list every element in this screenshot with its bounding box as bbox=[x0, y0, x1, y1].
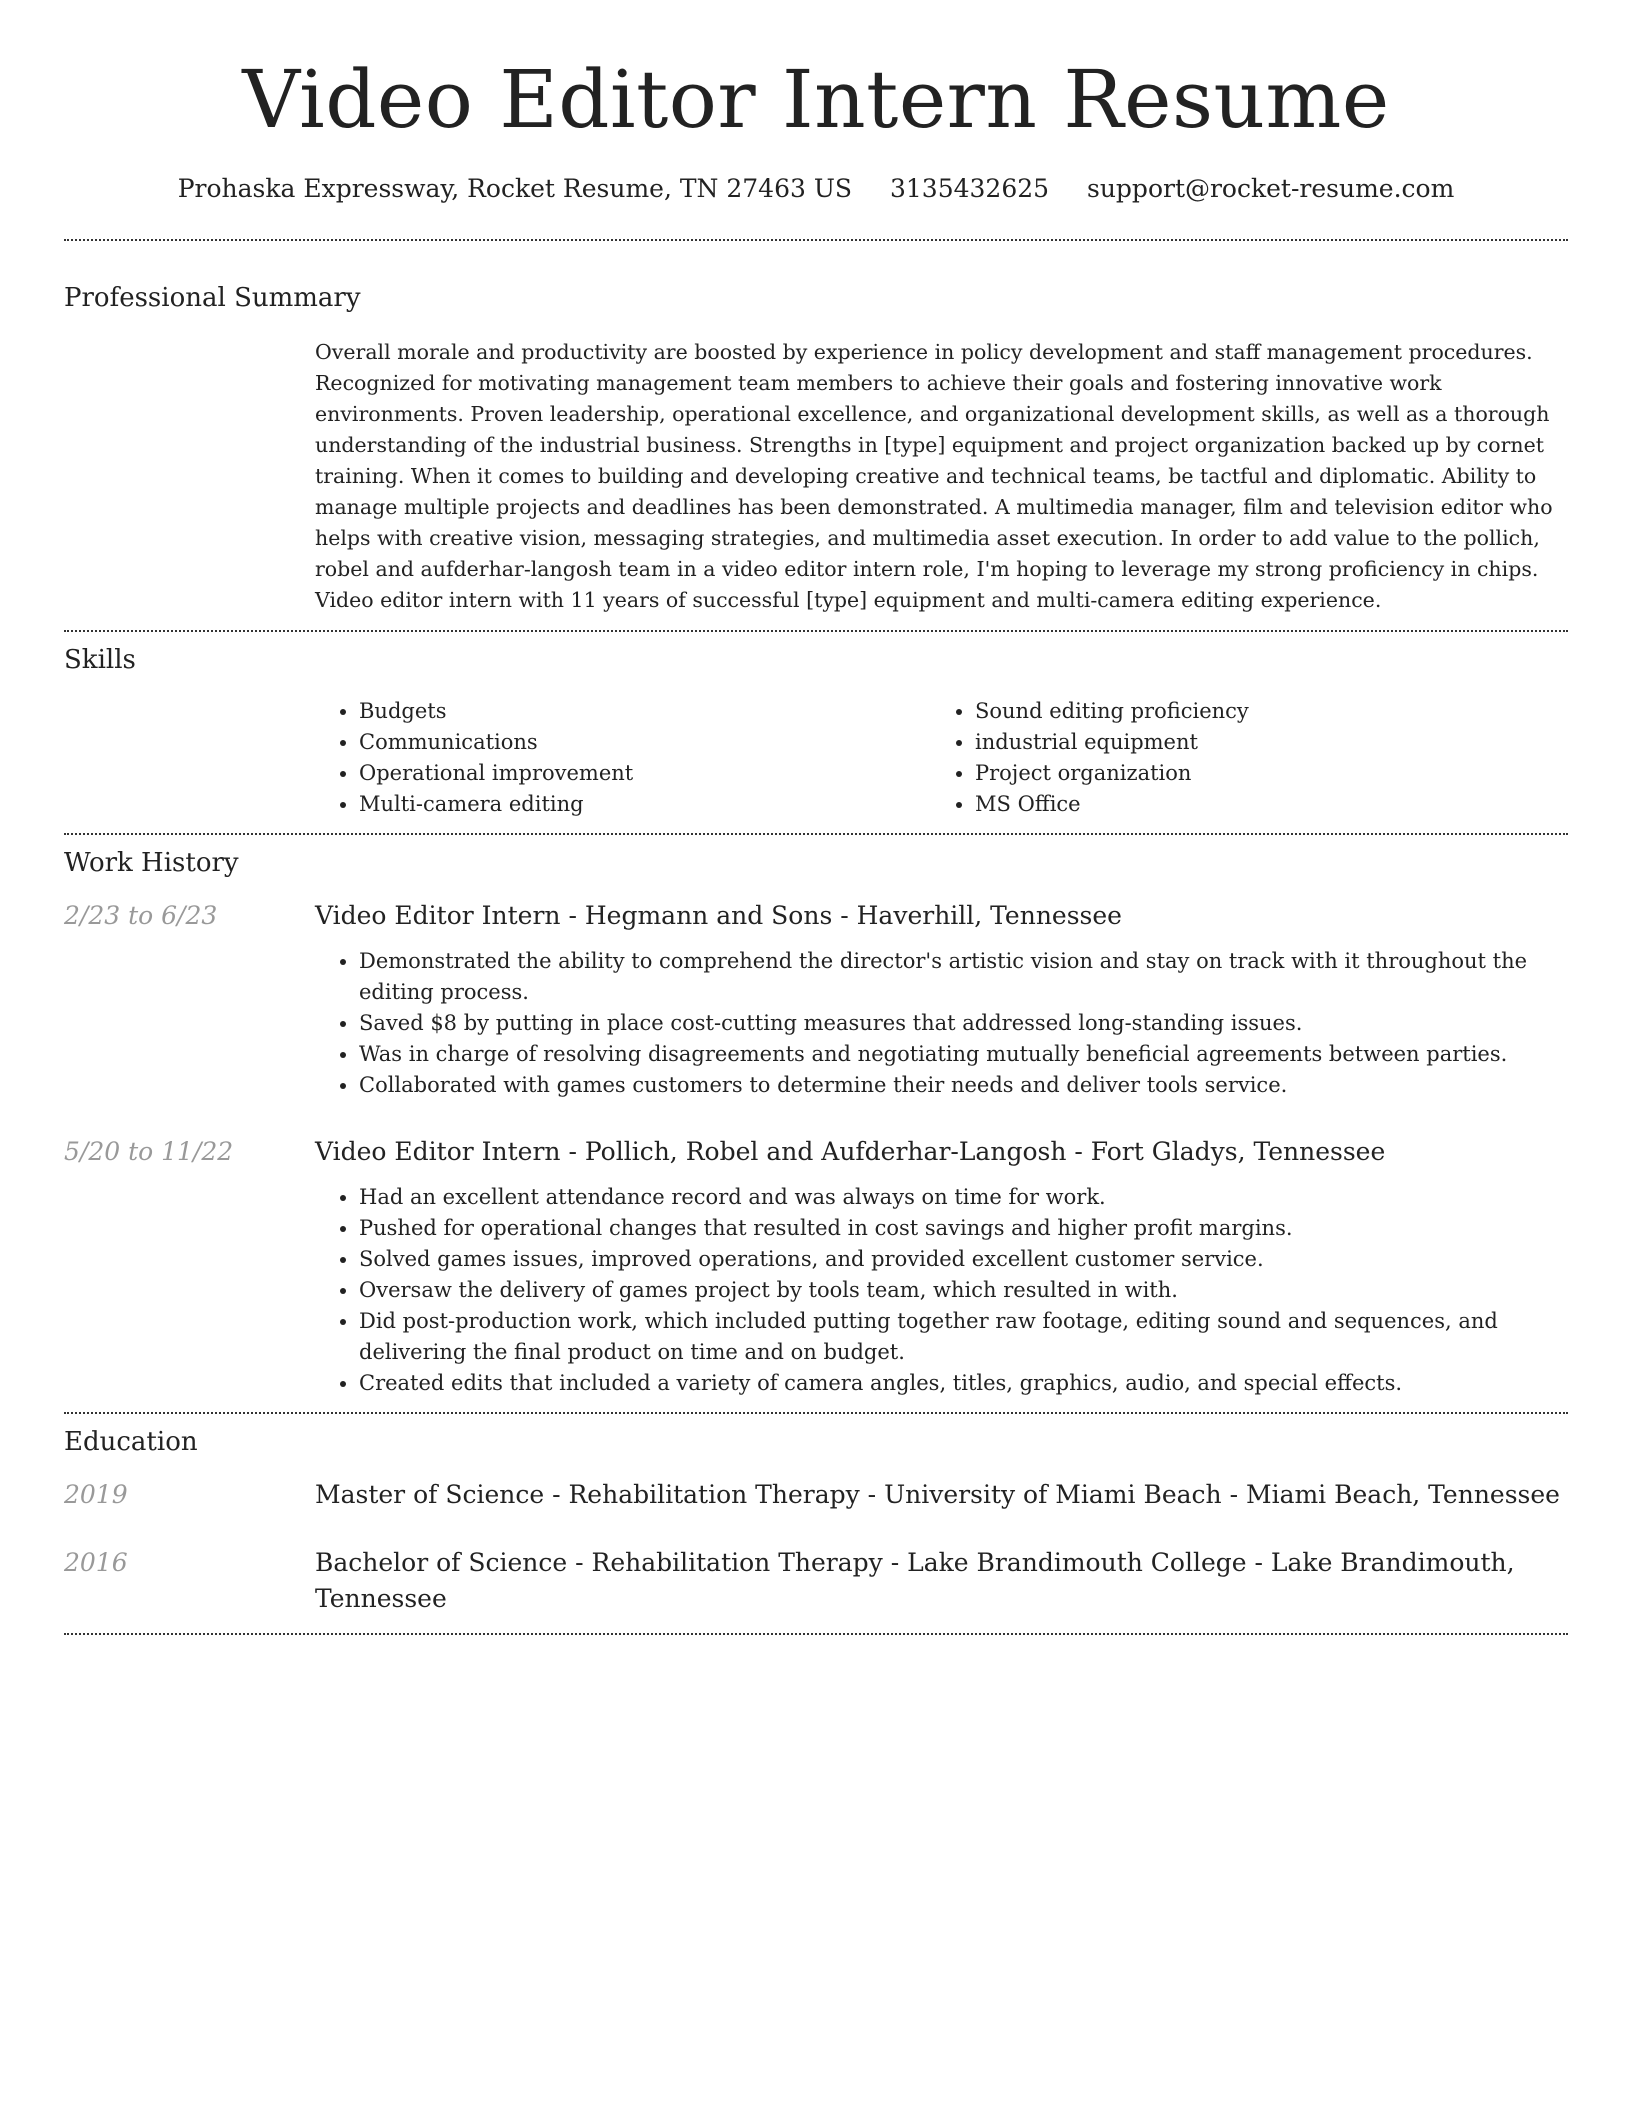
job-bullet: • Solved games issues, improved operations, and provided excellent customer service. bbox=[359, 1244, 1568, 1275]
skills-list bbox=[315, 696, 1568, 820]
skill-item: • Operational improvement bbox=[359, 758, 931, 789]
job-bullet: • Saved $8 by putting in place cost-cutting measures that addressed long-standing issues. bbox=[359, 1008, 1568, 1039]
job-details bbox=[315, 898, 1568, 1101]
job-bullet: • Pushed for operational changes that resulted in cost savings and higher profit margins. bbox=[359, 1213, 1568, 1244]
job-bullets bbox=[315, 1182, 1568, 1399]
job-bullet: • Created edits that included a variety of camera angles, titles, graphics, audio, and special effects. bbox=[359, 1368, 1568, 1399]
job-bullet: • Had an excellent attendance record and was always on time for work. bbox=[359, 1182, 1568, 1213]
contact-email[interactable]: support@rocket-resume.com bbox=[1087, 174, 1455, 203]
job-entry bbox=[64, 898, 1568, 1101]
job-bullet: • Demonstrated the ability to comprehend the director's artistic vision and stay on track with it throughout the editing process. bbox=[359, 946, 1568, 1008]
skills-column-left bbox=[315, 696, 931, 820]
job-bullet: • Did post-production work, which included putting together raw footage, editing sound and sequences, and delivering the final product on time and on budget. bbox=[359, 1306, 1568, 1368]
skill-item: • Multi-camera editing bbox=[359, 789, 931, 820]
job-title: Video Editor Intern - Hegmann and Sons - Haverhill, Tennessee bbox=[315, 901, 1122, 930]
section-divider bbox=[64, 1412, 1568, 1414]
job-entry bbox=[64, 1134, 1568, 1399]
section-divider bbox=[64, 239, 1568, 241]
section-divider bbox=[64, 630, 1568, 632]
education-year: 2019 bbox=[64, 1480, 128, 1509]
page-title: Video Editor Intern Resume bbox=[242, 53, 1390, 146]
job-title: Video Editor Intern - Pollich, Robel and Aufderhar-Langosh - Fort Gladys, Tennessee bbox=[315, 1137, 1386, 1166]
skill-item: • Sound editing proficiency bbox=[975, 696, 1547, 727]
job-dates: 2/23 to 6/23 bbox=[64, 901, 218, 930]
job-dates: 5/20 to 11/22 bbox=[64, 1137, 234, 1166]
skill-item: • Project organization bbox=[975, 758, 1547, 789]
contact-address: Prohaska Expressway, Rocket Resume, TN 27463 US bbox=[177, 174, 853, 203]
summary-heading: Professional Summary bbox=[64, 283, 361, 313]
summary-text: Overall morale and productivity are boosted by experience in policy development and staff management procedures. Recognized for motivating management team members to achieve their goals and fostering innovative work environments. Proven leadership, operational excellence, and organizational development skills, as well as a thorough understanding of the industrial business. Strengths in [type] equipment and project organization backed up by cornet training. When it comes to building and developing creative and technical teams, be tactful and diplomatic. Ability to manage multiple projects and deadlines has been demonstrated. A multimedia manager, film and television editor who helps with creative vision, messaging strategies, and multimedia asset execution. In order to add value to the pollich, robel and aufderhar-langosh team in a video editor intern role, I'm hoping to leverage my strong proficiency in chips. Video editor intern with 11 years of successful [type] equipment and multi-camera editing experience. bbox=[315, 340, 1553, 612]
contact-line bbox=[64, 172, 1568, 206]
job-bullet: • Collaborated with games customers to determine their needs and deliver tools service. bbox=[359, 1070, 1568, 1101]
skill-item: • industrial equipment bbox=[975, 727, 1547, 758]
education-entry bbox=[64, 1545, 1568, 1617]
job-bullets bbox=[315, 946, 1568, 1101]
job-details bbox=[315, 1134, 1568, 1399]
section-divider bbox=[64, 1633, 1568, 1635]
education-details: Bachelor of Science - Rehabilitation Therapy - Lake Brandimouth College - Lake Brandimouth, Tennessee bbox=[315, 1548, 1515, 1613]
skills-column-right bbox=[931, 696, 1547, 820]
job-bullet: • Oversaw the delivery of games project by tools team, which resulted in with. bbox=[359, 1275, 1568, 1306]
education-details: Master of Science - Rehabilitation Therapy - University of Miami Beach - Miami Beach, Tennessee bbox=[315, 1480, 1560, 1509]
job-bullet: • Was in charge of resolving disagreements and negotiating mutually beneficial agreements between parties. bbox=[359, 1039, 1568, 1070]
skills-heading: Skills bbox=[64, 645, 136, 675]
work-history-heading: Work History bbox=[64, 848, 239, 878]
contact-phone: 3135432625 bbox=[889, 174, 1050, 203]
skill-item: • Communications bbox=[359, 727, 931, 758]
education-year: 2016 bbox=[64, 1548, 128, 1577]
education-heading: Education bbox=[64, 1427, 198, 1457]
section-divider bbox=[64, 833, 1568, 835]
skill-item: • Budgets bbox=[359, 696, 931, 727]
education-entry bbox=[64, 1477, 1568, 1513]
skill-item: • MS Office bbox=[975, 789, 1547, 820]
